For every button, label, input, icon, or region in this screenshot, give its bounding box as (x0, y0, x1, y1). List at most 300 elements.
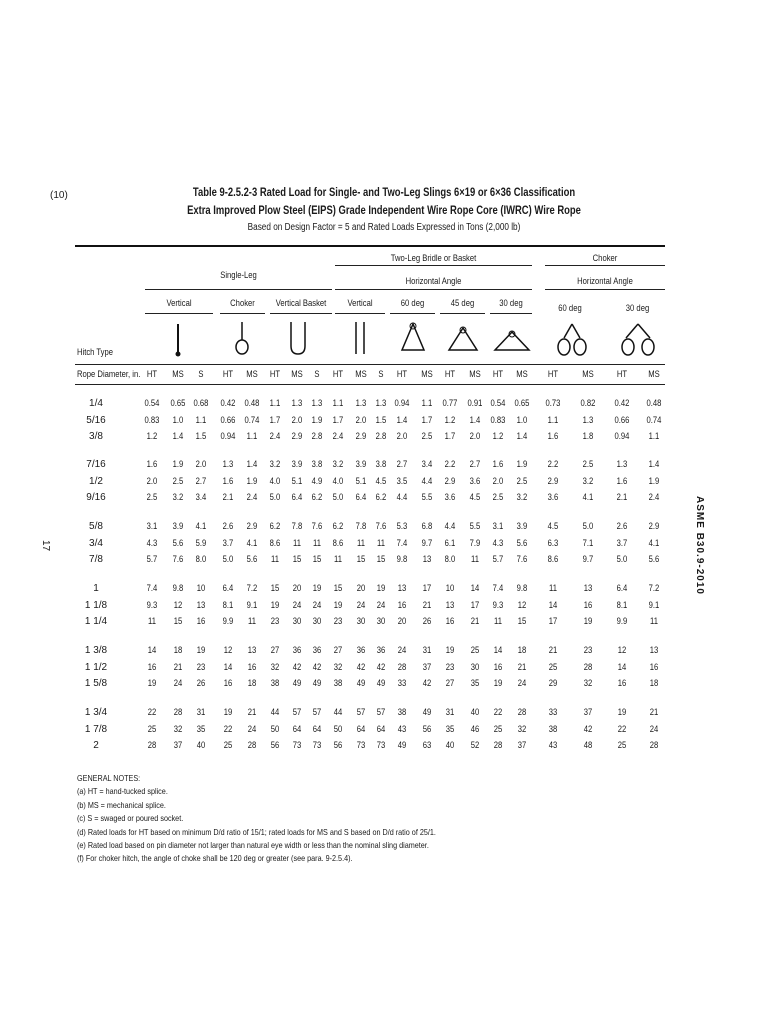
table-cell: 35 (445, 723, 455, 734)
table-cell: 1.6 (222, 475, 234, 486)
table-cell: 18 (517, 645, 527, 655)
table-cell: 10 (445, 583, 455, 593)
hitch-rule (75, 364, 665, 365)
table-cell: 3.9 (172, 521, 184, 531)
table-cell: 19 (147, 678, 157, 688)
table-cell: 5.1 (291, 475, 303, 486)
table-cell: 0.54 (490, 398, 506, 408)
table-cell: 30 (312, 616, 322, 626)
table-cell: 5.6 (246, 554, 258, 564)
table-cell: 9.9 (222, 616, 234, 626)
table-cell: 2.4 (246, 492, 258, 502)
table-cell: 33 (397, 678, 407, 688)
table-cell: 24 (173, 678, 183, 688)
column-header: S (314, 369, 320, 379)
table-cell: 25 (147, 723, 157, 734)
table-cell: 32 (173, 723, 183, 734)
table-cell: 1.2 (492, 431, 504, 441)
table-cell: 16 (493, 661, 503, 672)
table-cell: 13 (196, 599, 206, 610)
column-header: HT (444, 369, 456, 379)
table-cell: 15 (376, 554, 386, 564)
table-cell: 18 (247, 678, 257, 688)
table-cell: 1.6 (616, 475, 628, 486)
rope-diameter: 1 1/4 (84, 616, 108, 627)
table-cell: 43 (397, 723, 407, 734)
table-cell: 33 (548, 707, 558, 717)
table-cell: 0.48 (646, 398, 662, 408)
table-cell: 22 (493, 707, 503, 717)
table-cell: 5.1 (355, 475, 367, 486)
table-cell: 19 (445, 645, 455, 655)
table-cell: 1.4 (469, 414, 481, 425)
table-cell: 28 (493, 740, 503, 750)
table-cell: 35 (470, 678, 480, 688)
table-cell: 2.1 (616, 492, 628, 502)
table-cell: 0.65 (170, 398, 186, 408)
table-cell: 2.9 (355, 431, 367, 441)
table-cell: 14 (617, 661, 627, 672)
column-header: MS (246, 369, 258, 379)
rope-diameter: 7/16 (86, 459, 106, 470)
table-cell: 3.7 (222, 537, 234, 548)
table-cell: 15 (270, 583, 280, 593)
table-cell: 7.9 (469, 537, 481, 548)
table-cell: 0.68 (193, 398, 209, 408)
note-f: (f) For choker hitch, the angle of choke shall be 120 deg or greater (see para. 9-2.5.4). (77, 853, 353, 864)
table-cell: 1.4 (396, 414, 408, 425)
table-cell: 15 (356, 554, 366, 564)
single-leg-header: Single-Leg (220, 270, 257, 280)
vertical-header: Vertical (166, 298, 192, 308)
table-cell: 36 (356, 645, 366, 655)
table-cell: 5.0 (269, 492, 281, 502)
table-cell: 12 (173, 599, 183, 610)
table-cell: 2.8 (375, 431, 387, 441)
table-cell: 15 (312, 554, 322, 564)
table-cell: 38 (270, 678, 280, 688)
table-cell: 38 (397, 707, 407, 717)
table-cell: 3.9 (355, 459, 367, 469)
rope-diameter: 5/16 (86, 414, 106, 426)
column-header: HT (146, 369, 158, 379)
table-cell: 42 (312, 661, 322, 672)
table-cell: 28 (517, 707, 527, 717)
column-header: MS (172, 369, 184, 379)
table-cell: 10 (196, 583, 206, 593)
table-cell: 21 (247, 707, 257, 717)
table-cell: 27 (270, 645, 280, 655)
two-leg-rule (335, 265, 532, 266)
deg60-header: 60 deg (400, 298, 425, 308)
table-cell: 16 (649, 661, 659, 672)
table-cell: 5.0 (332, 492, 344, 502)
table-cell: 4.1 (582, 492, 594, 502)
rope-diameter: 1 7/8 (84, 723, 108, 735)
table-cell: 2.7 (195, 475, 207, 486)
table-cell: 1.2 (146, 431, 158, 441)
table-cell: 5.0 (616, 554, 628, 564)
table-cell: 73 (356, 740, 366, 750)
choker-header: Choker (592, 253, 618, 263)
two-leg-header: Two-Leg Bridle or Basket (390, 253, 477, 263)
rope-diameter: 1 (93, 583, 99, 594)
table-cell: 63 (422, 740, 432, 750)
table-cell: 16 (247, 661, 257, 672)
table-cell: 42 (356, 661, 366, 672)
column-header: MS (648, 369, 660, 379)
table-cell: 24 (397, 645, 407, 655)
column-header: MS (291, 369, 303, 379)
table-cell: 8.0 (195, 554, 207, 564)
table-cell: 22 (223, 723, 233, 734)
table-cell: 23 (445, 661, 455, 672)
table-cell: 2.9 (648, 521, 660, 531)
table-cell: 40 (470, 707, 480, 717)
table-cell: 28 (247, 740, 257, 750)
table-cell: 37 (173, 740, 183, 750)
table-cell: 1.3 (311, 398, 323, 408)
deg60-rule (390, 313, 435, 314)
table-cell: 16 (223, 678, 233, 688)
table-cell: 35 (196, 723, 206, 734)
table-cell: 32 (333, 661, 343, 672)
table-cell: 0.65 (514, 398, 530, 408)
choker-rule (545, 265, 665, 266)
table-cell: 5.5 (421, 492, 433, 502)
table-cell: 19 (270, 599, 280, 610)
table-cell: 44 (270, 707, 280, 717)
rope-diameter: 1 1/2 (84, 661, 108, 673)
table-cell: 20 (397, 616, 407, 626)
table-cell: 6.4 (291, 492, 303, 502)
choker-60-icon (556, 322, 588, 358)
table-cell: 19 (617, 707, 627, 717)
table-cell: 7.8 (355, 521, 367, 531)
table-cell: 3.2 (172, 492, 184, 502)
table-cell: 28 (173, 707, 183, 717)
table-cell: 2.4 (269, 431, 281, 441)
table-cell: 8.6 (269, 537, 281, 548)
vertical-two-leg-icon (350, 320, 370, 358)
table-cell: 24 (517, 678, 527, 688)
table-cell: 1.1 (332, 398, 344, 408)
table-cell: 50 (270, 723, 280, 734)
vertical-2-header: Vertical (347, 298, 373, 308)
table-cell: 8.6 (332, 537, 344, 548)
table-cell: 1.7 (444, 431, 456, 441)
table-cell: 1.1 (246, 431, 258, 441)
table-cell: 0.74 (244, 414, 260, 425)
table-cell: 6.4 (355, 492, 367, 502)
table-cell: 3.6 (469, 475, 481, 486)
table-cell: 73 (376, 740, 386, 750)
table-cell: 13 (445, 599, 455, 610)
table-cell: 19 (223, 707, 233, 717)
table-cell: 21 (649, 707, 659, 717)
table-subtitle: Extra Improved Plow Steel (EIPS) Grade Independent Wire Rope Core (IWRC) Wire Rope (187, 205, 581, 217)
revision-mark: (10) (50, 190, 68, 201)
table-cell: 16 (583, 599, 593, 610)
table-cell: 2.0 (291, 414, 303, 425)
single-leg-rule (145, 289, 332, 290)
table-cell: 0.42 (220, 398, 236, 408)
table-cell: 1.6 (146, 459, 158, 469)
table-cell: 17 (548, 616, 558, 626)
vertical-hitch-icon (170, 322, 186, 358)
table-cell: 42 (422, 678, 432, 688)
rope-diameter-label: Rope Diameter, in. (77, 369, 141, 379)
table-cell: 1.3 (375, 398, 387, 408)
table-cell: 3.2 (269, 459, 281, 469)
table-cell: 9.7 (421, 537, 433, 548)
table-cell: 5.9 (195, 537, 207, 548)
table-cell: 7.1 (582, 537, 594, 548)
table-cell: 38 (333, 678, 343, 688)
table-cell: 2.0 (195, 459, 207, 469)
table-cell: 3.8 (375, 459, 387, 469)
table-cell: 25 (493, 723, 503, 734)
table-cell: 5.5 (469, 521, 481, 531)
table-cell: 6.2 (311, 492, 323, 502)
rope-diameter: 1 3/4 (84, 707, 108, 718)
table-cell: 18 (173, 645, 183, 655)
table-cell: 37 (583, 707, 593, 717)
table-cell: 56 (333, 740, 343, 750)
table-cell: 24 (247, 723, 257, 734)
table-cell: 11 (148, 616, 156, 626)
table-cell: 1.4 (648, 459, 660, 469)
table-cell: 49 (422, 707, 432, 717)
table-cell: 1.9 (311, 414, 323, 425)
table-cell: 4.9 (311, 475, 323, 486)
deg60-choker-header: 60 deg (558, 303, 582, 313)
column-header-rule (75, 384, 665, 385)
horizontal-angle-rule (335, 289, 532, 290)
table-cell: 4.3 (492, 537, 504, 548)
table-cell: 1.3 (616, 459, 628, 469)
table-cell: 57 (356, 707, 366, 717)
table-cell: 20 (292, 583, 302, 593)
table-cell: 73 (292, 740, 302, 750)
table-cell: 1.7 (269, 414, 281, 425)
table-cell: 2.5 (492, 492, 504, 502)
table-cell: 11 (357, 537, 365, 548)
table-cell: 42 (292, 661, 302, 672)
table-cell: 21 (517, 661, 527, 672)
table-cell: 13 (422, 554, 432, 564)
rope-diameter: 2 (93, 740, 99, 751)
table-cell: 16 (196, 616, 206, 626)
table-cell: 11 (549, 583, 557, 593)
table-cell: 56 (270, 740, 280, 750)
table-cell: 5.0 (222, 554, 234, 564)
notes-heading: GENERAL NOTES: (77, 773, 141, 783)
table-cell: 19 (312, 583, 322, 593)
table-cell: 1.6 (492, 459, 504, 469)
table-cell: 1.5 (375, 414, 387, 425)
table-cell: 50 (333, 723, 343, 734)
general-notes (77, 772, 436, 866)
table-cell: 1.7 (421, 414, 433, 425)
table-cell: 0.54 (144, 398, 160, 408)
table-cell: 57 (292, 707, 302, 717)
choker-sub-header: Choker (230, 298, 255, 308)
table-cell: 9.8 (516, 583, 528, 593)
table-cell: 1.0 (516, 414, 528, 425)
table-cell: 5.3 (396, 521, 408, 531)
table-cell: 46 (470, 723, 480, 734)
table-cell: 14 (548, 599, 558, 610)
table-top-rule (75, 245, 665, 247)
table-cell: 0.73 (545, 398, 561, 408)
deg45-header: 45 deg (450, 298, 475, 308)
table-cell: 36 (312, 645, 322, 655)
rope-diameter: 1 1/8 (84, 599, 108, 611)
table-cell: 13 (397, 583, 407, 593)
table-cell: 0.42 (614, 398, 630, 408)
deg30-header: 30 deg (499, 298, 523, 308)
table-cell: 25 (548, 661, 558, 672)
table-cell: 64 (356, 723, 366, 734)
table-cell: 19 (333, 599, 343, 610)
table-cell: 11 (334, 554, 342, 564)
rope-diameter: 1 5/8 (84, 678, 108, 689)
table-cell: 19 (493, 678, 503, 688)
table-cell: 11 (471, 554, 479, 564)
rope-diameter: 5/8 (89, 521, 103, 532)
table-cell: 2.5 (516, 475, 528, 486)
table-cell: 25 (223, 740, 233, 750)
table-cell: 1.6 (547, 431, 559, 441)
column-header: MS (516, 369, 528, 379)
table-cell: 20 (356, 583, 366, 593)
table-cell: 0.77 (442, 398, 458, 408)
table-cell: 24 (649, 723, 659, 734)
table-cell: 11 (313, 537, 321, 548)
table-cell: 2.0 (469, 431, 481, 441)
table-cell: 2.0 (492, 475, 504, 486)
column-header: MS (469, 369, 481, 379)
table-cell: 1.4 (246, 459, 258, 469)
page-number: 17 (40, 539, 52, 552)
table-cell: 9.3 (492, 599, 504, 610)
table-cell: 2.0 (396, 431, 408, 441)
table-cell: 23 (333, 616, 343, 626)
vertical-2-rule (335, 313, 385, 314)
table-cell: 2.0 (146, 475, 158, 486)
table-cell: 49 (356, 678, 366, 688)
column-header: HT (547, 369, 559, 379)
table-cell: 24 (312, 599, 322, 610)
table-cell: 4.4 (444, 521, 456, 531)
column-header: MS (582, 369, 594, 379)
table-cell: 1.1 (547, 414, 559, 425)
note-d: (d) Rated loads for HT based on minimum D/d ratio of 15/1; rated loads for MS and S based on D/d ratio of 25/1. (77, 826, 436, 837)
table-cell: 2.0 (355, 414, 367, 425)
table-cell: 38 (548, 723, 558, 734)
table-cell: 1.4 (516, 431, 528, 441)
table-cell: 8.1 (616, 599, 628, 610)
table-cell: 1.1 (269, 398, 281, 408)
table-cell: 2.5 (172, 475, 184, 486)
note-a: (a) HT = hand-tucked splice. (77, 786, 168, 797)
table-cell: 4.0 (269, 475, 281, 486)
rope-diameter: 1/2 (89, 475, 103, 487)
table-cell: 0.48 (244, 398, 260, 408)
table-cell: 57 (376, 707, 386, 717)
column-header: HT (396, 369, 408, 379)
table-cell: 23 (583, 645, 593, 655)
table-cell: 18 (649, 678, 659, 688)
table-cell: 19 (196, 645, 206, 655)
column-header: HT (269, 369, 281, 379)
table-cell: 16 (617, 678, 627, 688)
table-cell: 2.4 (648, 492, 660, 502)
table-cell: 5.6 (648, 554, 660, 564)
table-cell: 13 (649, 645, 659, 655)
table-cell: 28 (397, 661, 407, 672)
table-cell: 1.2 (444, 414, 456, 425)
table-cell: 1.9 (516, 459, 528, 469)
table-cell: 6.1 (444, 537, 456, 548)
table-cell: 3.8 (311, 459, 323, 469)
table-cell: 52 (470, 740, 480, 750)
table-cell: 2.5 (582, 459, 594, 469)
table-cell: 11 (248, 616, 256, 626)
table-cell: 32 (270, 661, 280, 672)
table-cell: 42 (583, 723, 593, 734)
table-cell: 14 (470, 583, 480, 593)
note-e: (e) Rated load based on pin diameter not larger than natural eye width or less than the nominal sling diameter. (77, 840, 429, 851)
table-cell: 1.9 (246, 475, 258, 486)
table-cell: 21 (173, 661, 183, 672)
table-cell: 7.2 (648, 583, 660, 593)
table-cell: 9.8 (396, 554, 408, 564)
table-cell: 56 (422, 723, 432, 734)
table-cell: 31 (445, 707, 455, 717)
table-cell: 3.6 (444, 492, 456, 502)
table-cell: 64 (292, 723, 302, 734)
table-cell: 7.4 (396, 537, 408, 548)
table-cell: 30 (292, 616, 302, 626)
table-cell: 8.6 (547, 554, 559, 564)
column-header: HT (222, 369, 234, 379)
choker-30-icon (620, 322, 656, 358)
table-cell: 32 (583, 678, 593, 688)
table-cell: 9.8 (172, 583, 184, 593)
table-cell: 6.4 (222, 583, 234, 593)
table-cell: 37 (422, 661, 432, 672)
table-cell: 16 (147, 661, 157, 672)
horizontal-angle-header-2: Horizontal Angle (577, 276, 633, 286)
table-cell: 24 (356, 599, 366, 610)
table-cell: 7.6 (172, 554, 184, 564)
table-cell: 3.7 (616, 537, 628, 548)
table-cell: 30 (376, 616, 386, 626)
table-cell: 3.9 (291, 459, 303, 469)
table-cell: 2.8 (311, 431, 323, 441)
table-cell: 7.6 (516, 554, 528, 564)
table-cell: 2.7 (396, 459, 408, 469)
table-cell: 0.66 (220, 414, 236, 425)
table-cell: 29 (548, 678, 558, 688)
table-cell: 64 (376, 723, 386, 734)
table-cell: 9.7 (582, 554, 594, 564)
table-cell: 3.2 (332, 459, 344, 469)
table-cell: 1.0 (172, 414, 184, 425)
table-cell: 6.8 (421, 521, 433, 531)
